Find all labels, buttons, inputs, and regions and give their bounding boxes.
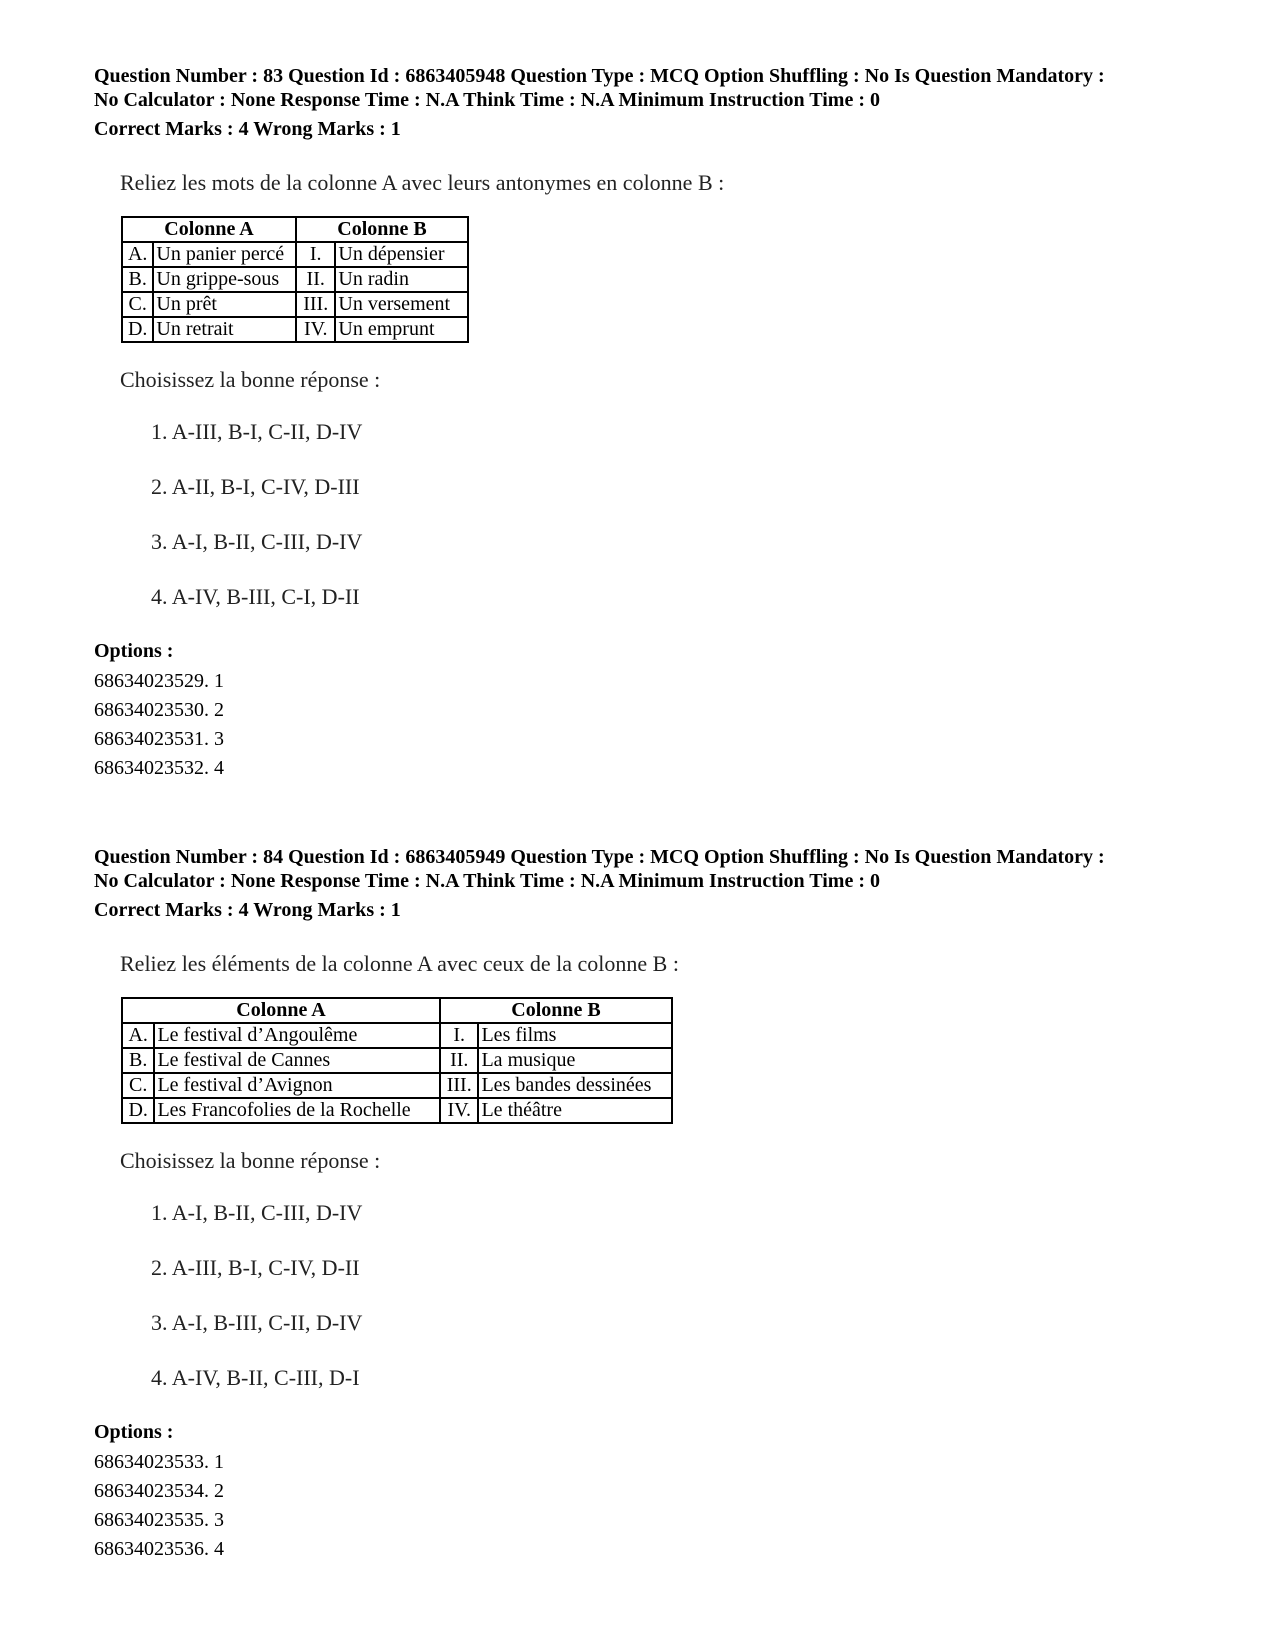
column-a-key: D. [122, 1098, 154, 1123]
option-item: 68634023530. 2 [94, 699, 224, 721]
options-label: Options : [94, 1421, 174, 1443]
question-83 [94, 64, 1224, 783]
answer-alternative: 3. A-I, B-II, C-III, D-IV [151, 529, 363, 554]
table-header-row [122, 217, 468, 242]
column-b-text: Un emprunt [335, 317, 468, 342]
column-b-header: Colonne B [296, 217, 468, 242]
table-row [122, 267, 468, 292]
column-a-key: D. [122, 317, 153, 342]
answer-alternatives [151, 419, 1224, 610]
table-row [122, 1048, 672, 1073]
column-a-header: Colonne A [122, 217, 296, 242]
column-a-text: Un panier percé [153, 242, 296, 267]
table-row [122, 1073, 672, 1098]
choose-prompt: Choisissez la bonne réponse : [120, 1148, 381, 1173]
column-a-key: A. [122, 242, 153, 267]
column-a-key: B. [122, 1048, 154, 1073]
matching-table [121, 997, 673, 1124]
question-meta-line-1: Question Number : 84 Question Id : 6863405949 Question Type : MCQ Option Shuffling : No Is Question Mandatory : [94, 846, 1105, 868]
column-b-text: Un versement [335, 292, 468, 317]
options-list [94, 667, 1224, 783]
answer-alternative: 3. A-I, B-III, C-II, D-IV [151, 1310, 363, 1335]
column-a-text: Le festival d’Avignon [154, 1073, 440, 1098]
option-item: 68634023533. 1 [94, 1451, 224, 1473]
answer-alternative: 2. A-III, B-I, C-IV, D-II [151, 1255, 360, 1280]
answer-alternative: 2. A-II, B-I, C-IV, D-III [151, 474, 360, 499]
table-row [122, 1098, 672, 1123]
question-meta-line-2: No Calculator : None Response Time : N.A Think Time : N.A Minimum Instruction Time : 0 [94, 870, 880, 892]
options-label: Options : [94, 640, 174, 662]
column-b-text: Les films [478, 1023, 672, 1048]
column-b-text: Un dépensier [335, 242, 468, 267]
column-b-header: Colonne B [440, 998, 672, 1023]
column-a-text: Le festival d’Angoulême [154, 1023, 440, 1048]
option-item: 68634023535. 3 [94, 1509, 224, 1531]
answer-alternative: 1. A-I, B-II, C-III, D-IV [151, 1200, 363, 1225]
column-b-key: II. [296, 267, 335, 292]
question-instruction: Reliez les mots de la colonne A avec leurs antonymes en colonne B : [120, 170, 725, 195]
column-a-text: Les Francofolies de la Rochelle [154, 1098, 440, 1123]
column-a-text: Un grippe-sous [153, 267, 296, 292]
question-meta-line-1: Question Number : 83 Question Id : 6863405948 Question Type : MCQ Option Shuffling : No Is Question Mandatory : [94, 65, 1105, 87]
column-b-key: I. [296, 242, 335, 267]
column-b-key: II. [440, 1048, 478, 1073]
answer-alternative: 4. A-IV, B-III, C-I, D-II [151, 584, 360, 609]
question-instruction: Reliez les éléments de la colonne A avec ceux de la colonne B : [120, 951, 679, 976]
column-a-header: Colonne A [122, 998, 440, 1023]
option-item: 68634023536. 4 [94, 1538, 224, 1560]
column-a-text: Un prêt [153, 292, 296, 317]
column-a-text: Le festival de Cannes [154, 1048, 440, 1073]
question-marks: Correct Marks : 4 Wrong Marks : 1 [94, 118, 401, 140]
column-b-key: III. [296, 292, 335, 317]
column-a-key: B. [122, 267, 153, 292]
table-row [122, 317, 468, 342]
column-a-key: C. [122, 292, 153, 317]
column-a-text: Un retrait [153, 317, 296, 342]
options-list [94, 1448, 1224, 1564]
question-meta-line-2: No Calculator : None Response Time : N.A Think Time : N.A Minimum Instruction Time : 0 [94, 89, 880, 111]
answer-alternative: 1. A-III, B-I, C-II, D-IV [151, 419, 363, 444]
column-a-key: C. [122, 1073, 154, 1098]
column-b-key: III. [440, 1073, 478, 1098]
table-row [122, 1023, 672, 1048]
column-b-text: Le théâtre [478, 1098, 672, 1123]
table-row [122, 292, 468, 317]
column-b-key: IV. [440, 1098, 478, 1123]
option-item: 68634023532. 4 [94, 757, 224, 779]
question-84 [94, 845, 1224, 1564]
question-marks: Correct Marks : 4 Wrong Marks : 1 [94, 899, 401, 921]
column-a-key: A. [122, 1023, 154, 1048]
answer-alternatives [151, 1200, 1224, 1391]
option-item: 68634023531. 3 [94, 728, 224, 750]
column-b-text: Les bandes dessinées [478, 1073, 672, 1098]
choose-prompt: Choisissez la bonne réponse : [120, 367, 381, 392]
option-item: 68634023534. 2 [94, 1480, 224, 1502]
matching-table [121, 216, 469, 343]
option-item: 68634023529. 1 [94, 670, 224, 692]
table-row [122, 242, 468, 267]
column-b-key: IV. [296, 317, 335, 342]
answer-alternative: 4. A-IV, B-II, C-III, D-I [151, 1365, 360, 1390]
column-b-key: I. [440, 1023, 478, 1048]
question-meta [94, 845, 1224, 893]
column-b-text: La musique [478, 1048, 672, 1073]
question-meta [94, 64, 1224, 112]
table-header-row [122, 998, 672, 1023]
column-b-text: Un radin [335, 267, 468, 292]
